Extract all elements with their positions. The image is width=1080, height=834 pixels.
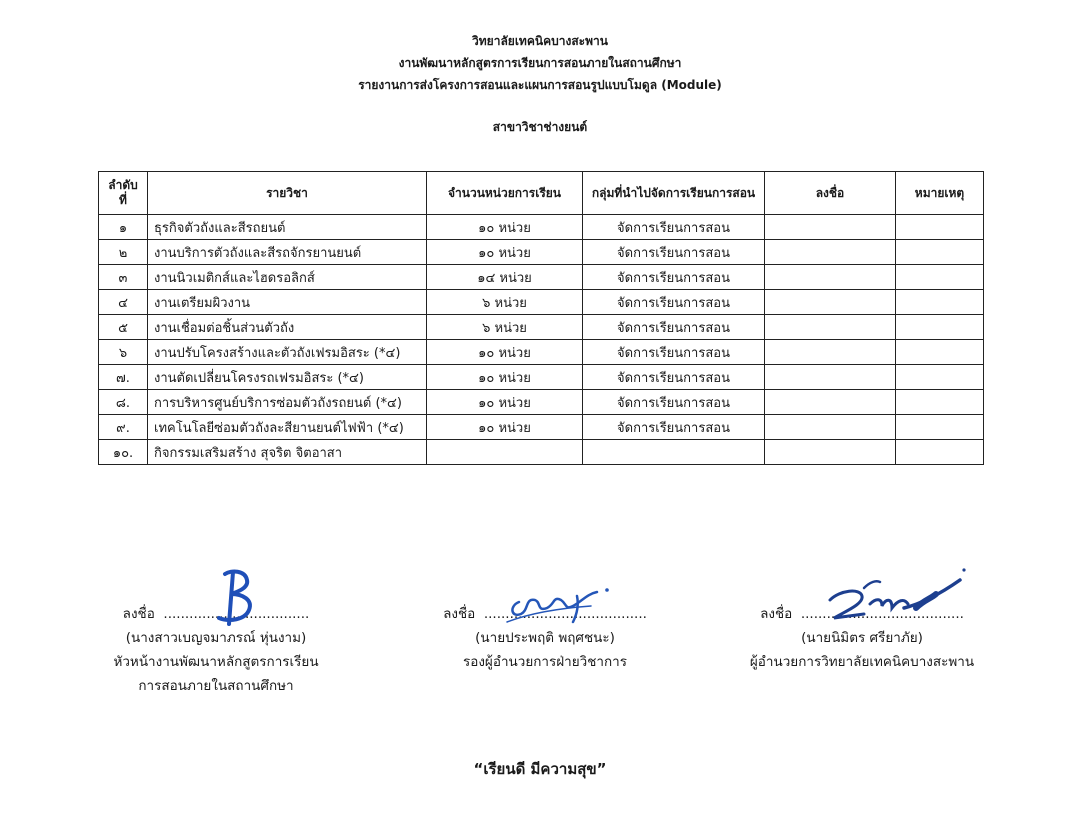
handwritten-signature-3	[820, 564, 970, 624]
signature-label: ลงชื่อ	[760, 606, 793, 622]
cell-subject: ธุรกิจตัวถังและสีรถยนต์	[148, 215, 427, 240]
cell-units: ๖ หน่วย	[427, 290, 583, 315]
table-row	[99, 365, 984, 390]
cell-signature	[765, 390, 896, 415]
cell-group: จัดการเรียนการสอน	[583, 415, 765, 440]
col-header-subject: รายวิชา	[148, 172, 427, 215]
cell-signature	[765, 415, 896, 440]
cell-group: จัดการเรียนการสอน	[583, 265, 765, 290]
course-table	[98, 171, 984, 465]
cell-no: ๑	[99, 215, 148, 240]
signer-position: รองผู้อำนวยการฝ่ายวิชาการ	[462, 654, 627, 670]
cell-remark	[896, 290, 984, 315]
table-row	[99, 315, 984, 340]
cell-units: ๑๐ หน่วย	[427, 240, 583, 265]
handwritten-signature-2	[503, 582, 613, 626]
cell-group: จัดการเรียนการสอน	[583, 340, 765, 365]
cell-no: ๑๐.	[99, 440, 148, 465]
cell-signature	[765, 215, 896, 240]
cell-remark	[896, 215, 984, 240]
table-row	[99, 290, 984, 315]
motto: “เรียนดี มีความสุข”	[473, 760, 607, 778]
table-header-row	[99, 172, 984, 215]
col-header-units: จำนวนหน่วยการเรียน	[427, 172, 583, 215]
cell-no: ๘.	[99, 390, 148, 415]
cell-subject: งานตัดเปลี่ยนโครงรถเฟรมอิสระ (*๔)	[148, 365, 427, 390]
cell-group: จัดการเรียนการสอน	[583, 290, 765, 315]
signer-name: (นายประพฤติ พฤศชนะ)	[475, 630, 615, 646]
col-header-group: กลุ่มที่นำไปจัดการเรียนการสอน	[583, 172, 765, 215]
signature-dotted-line: ......................................	[800, 606, 964, 622]
cell-remark	[896, 415, 984, 440]
cell-subject: เทคโนโลยีซ่อมตัวถังละสียานยนต์ไฟฟ้า (*๔)	[148, 415, 427, 440]
cell-group: จัดการเรียนการสอน	[583, 390, 765, 415]
table-row	[99, 215, 984, 240]
cell-units	[427, 440, 583, 465]
cell-remark	[896, 265, 984, 290]
cell-units: ๑๔ หน่วย	[427, 265, 583, 290]
cell-group: จัดการเรียนการสอน	[583, 315, 765, 340]
signature-block-director	[712, 602, 1012, 674]
cell-group: จัดการเรียนการสอน	[583, 365, 765, 390]
cell-signature	[765, 440, 896, 465]
cell-remark	[896, 340, 984, 365]
cell-remark	[896, 365, 984, 390]
cell-no: ๒	[99, 240, 148, 265]
cell-no: ๖	[99, 340, 148, 365]
cell-subject: การบริหารศูนย์บริการซ่อมตัวถังรถยนต์ (*๔)	[148, 390, 427, 415]
handwritten-signature-1	[211, 566, 271, 628]
cell-no: ๗.	[99, 365, 148, 390]
cell-remark	[896, 240, 984, 265]
col-header-remark: หมายเหตุ	[896, 172, 984, 215]
cell-subject: งานบริการตัวถังและสีรถจักรยานยนต์	[148, 240, 427, 265]
cell-units: ๑๐ หน่วย	[427, 390, 583, 415]
department-title: งานพัฒนาหลักสูตรการเรียนการสอนภายในสถานศึกษา	[398, 56, 682, 70]
signer-position: ผู้อำนวยการวิทยาลัยเทคนิคบางสะพาน	[749, 654, 975, 670]
signature-label: ลงชื่อ	[122, 606, 155, 622]
cell-subject: งานปรับโครงสร้างและตัวถังเฟรมอิสระ (*๔)	[148, 340, 427, 365]
col-header-no: ลำดับที่	[99, 172, 148, 215]
signature-label: ลงชื่อ	[443, 606, 476, 622]
cell-subject: งานเชื่อมต่อชิ้นส่วนตัวถัง	[148, 315, 427, 340]
cell-units: ๑๐ หน่วย	[427, 340, 583, 365]
signature-block-curriculum-head	[66, 602, 366, 698]
cell-subject: งานนิวเมติกส์และไฮดรอลิกส์	[148, 265, 427, 290]
cell-signature	[765, 365, 896, 390]
cell-no: ๕	[99, 315, 148, 340]
table-row	[99, 240, 984, 265]
cell-subject: กิจกรรมเสริมสร้าง สุจริต จิตอาสา	[148, 440, 427, 465]
cell-signature	[765, 290, 896, 315]
table-row	[99, 340, 984, 365]
cell-subject: งานเตรียมผิวงาน	[148, 290, 427, 315]
signer-position-cont: การสอนภายในสถานศึกษา	[138, 678, 294, 694]
signer-name: (นางสาวเบญจมาภรณ์ หุ่นงาม)	[125, 630, 307, 646]
cell-group: จัดการเรียนการสอน	[583, 215, 765, 240]
cell-group	[583, 440, 765, 465]
cell-units: ๑๐ หน่วย	[427, 415, 583, 440]
cell-signature	[765, 240, 896, 265]
cell-no: ๔	[99, 290, 148, 315]
signer-position: หัวหน้างานพัฒนาหลักสูตรการเรียน	[113, 654, 319, 670]
cell-signature	[765, 265, 896, 290]
cell-remark	[896, 315, 984, 340]
table-row	[99, 390, 984, 415]
cell-remark	[896, 440, 984, 465]
cell-units: ๑๐ หน่วย	[427, 365, 583, 390]
cell-remark	[896, 390, 984, 415]
cell-units: ๑๐ หน่วย	[427, 215, 583, 240]
cell-signature	[765, 340, 896, 365]
signature-dotted-line: ......................................	[483, 606, 647, 622]
col-header-signature: ลงชื่อ	[765, 172, 896, 215]
cell-no: ๙.	[99, 415, 148, 440]
program-title: สาขาวิชาช่างยนต์	[492, 120, 588, 134]
table-row	[99, 415, 984, 440]
college-name: วิทยาลัยเทคนิคบางสะพาน	[472, 34, 608, 48]
signature-dotted-line: ..................................	[163, 606, 310, 622]
report-title: รายงานการส่งโครงการสอนและแผนการสอนรูปแบบโมดูล (Module)	[358, 78, 722, 92]
cell-signature	[765, 315, 896, 340]
cell-no: ๓	[99, 265, 148, 290]
signature-block-deputy-director	[395, 602, 695, 674]
cell-units: ๖ หน่วย	[427, 315, 583, 340]
table-row	[99, 265, 984, 290]
table-row	[99, 440, 984, 465]
signer-name: (นายนิมิตร ศรียาภัย)	[801, 630, 923, 646]
cell-group: จัดการเรียนการสอน	[583, 240, 765, 265]
